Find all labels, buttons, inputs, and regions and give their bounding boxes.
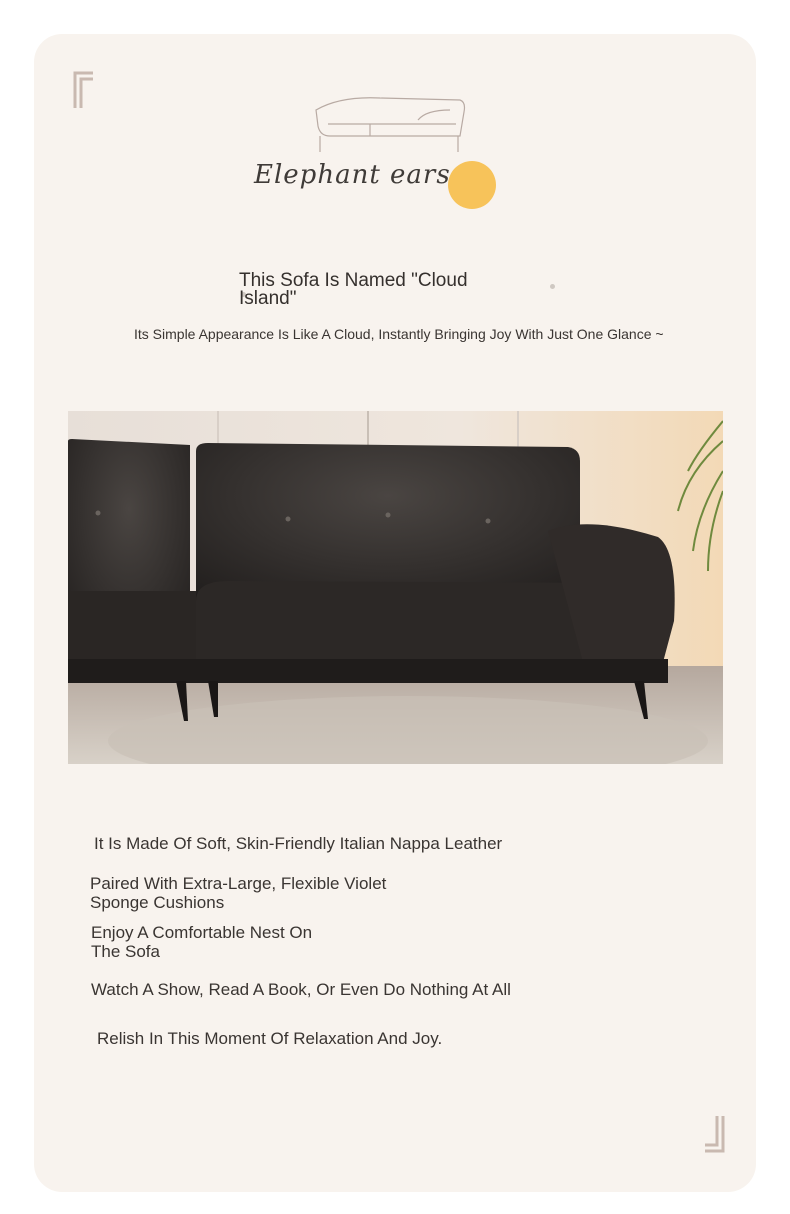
feature-line-5: Relish In This Moment Of Relaxation And Joy. [97,1029,443,1048]
feature-line-4: Watch A Show, Read A Book, Or Even Do Nothing At All [91,980,511,999]
feature-line-3: Enjoy A Comfortable Nest On The Sofa [91,923,313,961]
corner-bracket-top-left-icon [72,70,96,110]
headline: This Sofa Is Named "Cloud Island" [239,270,468,309]
feature-line-2: Paired With Extra-Large, Flexible Violet Sponge Cushions [90,874,387,912]
feature-line-1: It Is Made Of Soft, Skin-Friendly Italian Nappa Leather [94,834,503,853]
sofa-sketch-icon [310,90,472,160]
sofa-photo [68,411,723,764]
sofa-photo-illustration [68,411,723,764]
brand-script-title: Elephant ears [254,160,451,190]
content-card [34,34,756,1192]
corner-bracket-bottom-right-icon [702,1114,726,1154]
subheadline: Its Simple Appearance Is Like A Cloud, Instantly Bringing Joy With Just One Glance ~ [134,326,664,342]
